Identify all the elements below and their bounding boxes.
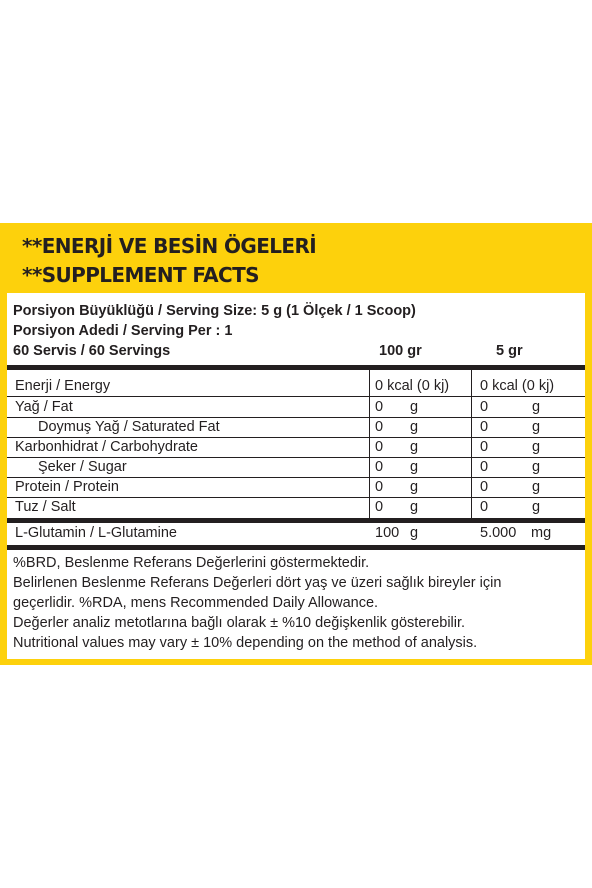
row-value-100g: 0: [375, 499, 384, 515]
row-unit-100g: g: [410, 459, 419, 475]
row-unit-5g: g: [532, 439, 541, 455]
table-row: [7, 417, 585, 437]
footnote-line: Değerler analiz metotlarına bağlı olarak ± %10 değişkenlik gösterebilir.: [13, 615, 466, 631]
footnote-line: geçerlidir. %RDA, mens Recommended Daily Allowance.: [13, 595, 379, 611]
header-title-en: **SUPPLEMENT FACTS: [22, 263, 259, 287]
row-unit-100g: g: [410, 399, 419, 415]
serving-per: Porsiyon Adedi / Serving Per : 1: [13, 323, 233, 339]
row-value-100g: 0: [375, 419, 384, 435]
row-unit-5g: g: [532, 459, 541, 475]
servings-count: 60 Servis / 60 Servings: [13, 343, 171, 359]
row-value-5g: 5.000: [480, 525, 517, 541]
row-value-100g: 0: [375, 479, 384, 495]
row-value-5g: 0: [480, 459, 489, 475]
supplement-facts-panel: [0, 223, 592, 665]
table-row: [7, 457, 585, 477]
row-label: Yağ / Fat: [15, 399, 73, 415]
row-unit-100g: g: [410, 499, 419, 515]
row-value-100g: 0: [375, 399, 384, 415]
row-value-100g: 0: [375, 459, 384, 475]
table-row: [7, 497, 585, 517]
row-value-100g: 0: [375, 439, 384, 455]
row-label: Protein / Protein: [15, 479, 119, 495]
row-value-5g: 0: [480, 419, 489, 435]
footnote-line: Belirlenen Beslenme Referans Değerleri dört yaş ve üzeri sağlık bireyler için: [13, 575, 502, 591]
row-value-5g: 0: [480, 439, 489, 455]
serving-size: Porsiyon Büyüklüğü / Serving Size: 5 g (1 Ölçek / 1 Scoop): [13, 303, 416, 319]
row-value-5g: 0 kcal (0 kj): [480, 378, 555, 394]
row-unit-5g: g: [532, 419, 541, 435]
footnote-line: %BRD, Beslenme Referans Değerlerini göstermektedir.: [13, 555, 370, 571]
row-unit-100g: g: [410, 479, 419, 495]
row-label: L-Glutamin / L-Glutamine: [15, 525, 177, 541]
footnote-line: Nutritional values may vary ± 10% depending on the method of analysis.: [13, 635, 478, 651]
row-unit-100g: g: [410, 439, 419, 455]
row-value-5g: 0: [480, 479, 489, 495]
header-title-tr: **ENERJİ VE BESİN ÖGELERİ: [22, 234, 317, 258]
table-row: [7, 523, 585, 543]
row-label: Karbonhidrat / Carbohydrate: [15, 439, 198, 455]
bottom-thick-rule: [7, 545, 585, 550]
table-row: [7, 376, 585, 396]
serving-info: [13, 301, 416, 361]
row-label: Enerji / Energy: [15, 378, 111, 394]
row-unit-5g: mg: [531, 525, 552, 541]
row-unit-5g: g: [532, 499, 541, 515]
top-thick-rule: [7, 365, 585, 370]
row-label: Doymuş Yağ / Saturated Fat: [38, 419, 220, 435]
row-unit-5g: g: [532, 479, 541, 495]
table-row: [7, 477, 585, 497]
row-label: Tuz / Salt: [15, 499, 76, 515]
row-value-5g: 0: [480, 399, 489, 415]
row-label: Şeker / Sugar: [38, 459, 127, 475]
column-header-100gr: 100 gr: [379, 343, 422, 359]
table-row: [7, 437, 585, 457]
row-value-100g: 100: [375, 525, 400, 541]
table-row: [7, 397, 585, 417]
column-header-5gr: 5 gr: [496, 343, 523, 359]
row-unit-100g: g: [410, 525, 419, 541]
facts-table-box: [7, 293, 585, 659]
row-unit-5g: g: [532, 399, 541, 415]
row-value-100g: 0 kcal (0 kj): [375, 378, 450, 394]
row-unit-100g: g: [410, 419, 419, 435]
footnotes: [13, 553, 501, 653]
row-value-5g: 0: [480, 499, 489, 515]
panel-header: [22, 232, 316, 290]
